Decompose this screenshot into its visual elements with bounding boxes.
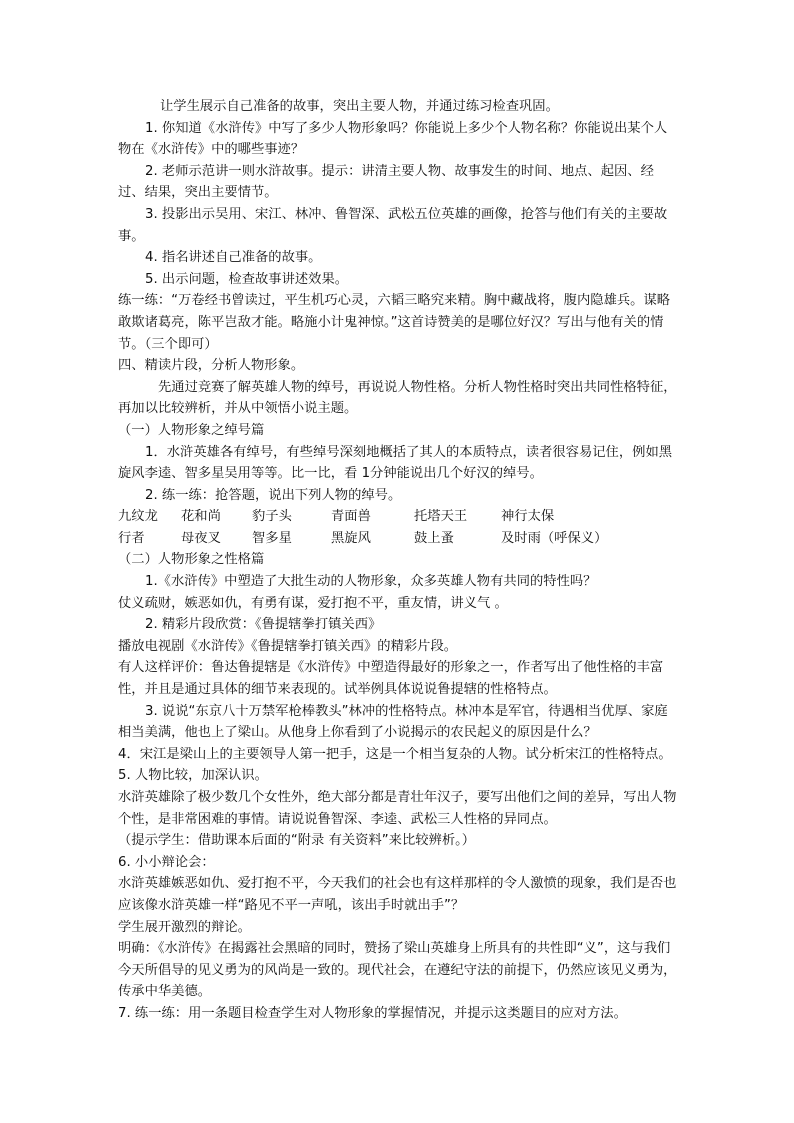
part-2-heading: （二）人物形象之性格篇 (118, 552, 265, 568)
step-2: 2. 老师示范讲一则水浒故事。提示：讲清主要人物、故事发生的时间、地点、起因、经过、结果，突出主要情节。 (118, 163, 654, 201)
nickname-item: 豹子头 (252, 509, 292, 525)
nickname-item: 花和尚 (181, 509, 221, 525)
nickname-item: 行者 (118, 530, 145, 546)
part-1-heading: （一）人物形象之绰号篇 (118, 422, 265, 438)
step-4: 4. 指名讲述自己准备的故事。 (145, 250, 322, 266)
character-question-1: 1.《水浒传》中塑造了大批生动的人物形象，众多英雄人物有共同的特性吗？ (145, 574, 597, 590)
debate-activity: 学生展开激烈的辩论。 (118, 919, 251, 935)
character-question-5: 5. 人物比较，加深认识。 (118, 768, 268, 784)
comparison-paragraph: 水浒英雄除了极少数几个女性外，绝大部分都是青壮年汉子，要写出他们之间的差异，写出人物个性，是非常困难的事情。请说说鲁智深、李逵、武松三人性格的异同点。 (118, 790, 677, 827)
document-page (118, 96, 680, 1025)
intro-paragraph: 让学生展示自己准备的故事，突出主要人物，并通过练习检查巩固。 (160, 99, 559, 114)
nickname-item: 托塔天王 (414, 509, 468, 525)
nickname-quiz-prompt: 2. 练一练：抢答题，说出下列人物的绰号。 (145, 487, 402, 503)
nickname-explanation: 1．水浒英雄各有绰号，有些绰号深刻地概括了其人的本质特点，读者很容易记住，例如黑旋风李逵、智多星吴用等等。比一比，看 1分钟能说出几个好汉的绰号。 (118, 444, 673, 482)
nickname-item: 黑旋风 (331, 530, 371, 546)
section-4-intro: 先通过竞赛了解英雄人物的绰号，再说说人物性格。分析人物性格时突出共同性格特征，再加以比较辨析，并从中领悟小说主题。 (118, 379, 677, 417)
nickname-item: 母夜叉 (181, 530, 221, 546)
nickname-item: 鼓上蚤 (414, 530, 454, 546)
nickname-item: 青面兽 (331, 509, 371, 525)
step-3: 3. 投影出示吴用、宋江、林冲、鲁智深、武松五位英雄的画像，抢答与他们有关的主要故事。 (118, 206, 668, 244)
comparison-hint: （提示学生：借助课本后面的“附录 有关资料”来比较辨析。） (118, 833, 476, 849)
character-question-3: 3. 说说“东京八十万禁军枪棒教头”林冲的性格特点。林冲本是军官，待遇相当优厚、家庭相当美满，他也上了梁山。从他身上你看到了小说揭示的农民起义的原因是什么？ (118, 703, 668, 741)
debate-conclusion: 明确：《水浒传》在揭露社会黑暗的同时，赞扬了梁山英雄身上所具有的共性即“义”，这与我们今天所倡导的见义勇为的风尚是一致的。现代社会，在遵纪守法的前提下，仍然应该见义勇为，传承中华美德。 (118, 941, 677, 1000)
character-question-4: 4．宋江是梁山上的主要领导人第一把手，这是一个相当复杂的人物。试分析宋江的性格特点。 (118, 746, 672, 762)
nickname-item: 及时雨（呼保义） (501, 530, 608, 546)
nickname-row-1 (118, 506, 680, 528)
nickname-row-2 (118, 528, 680, 550)
nickname-item: 智多星 (252, 530, 292, 546)
step-5: 5. 出示问题，检查故事讲述效果。 (145, 271, 349, 287)
question-1: 1. 你知道《水浒传》中写了多少人物形象吗？你能说上多少个人物名称？你能说出某个人物在《水浒传》中的哪些事迹？ (118, 120, 668, 158)
video-instruction: 播放电视剧《水浒传》《鲁提辖拳打镇关西》的精彩片段。 (118, 638, 458, 654)
final-exercise: 7. 练一练：用一条题目检查学生对人物形象的掌握情况，并提示这类题目的应对方法。 (118, 1005, 627, 1021)
lu-zhishen-comment: 有人这样评价：鲁达鲁提辖是《水浒传》中塑造得最好的形象之一，作者写出了他性格的丰富性，并且是通过具体的细节来表现的。试举例具体说说鲁提辖的性格特点。 (118, 660, 664, 698)
nickname-item: 神行太保 (501, 509, 555, 525)
exercise-poem: 练一练：“万卷经书曾读过，平生机巧心灵，六韬三略究来精。胸中藏战将，腹内隐雄兵。谋略敢欺诸葛亮，陈平岂敌才能。略施小计鬼神惊。”这首诗赞美的是哪位好汉？写出与他有关的情节。（三个即可） (118, 293, 671, 352)
debate-heading: 6. 小小辩论会： (118, 854, 215, 870)
debate-question: 水浒英雄嫉恶如仇、爱打抱不平，今天我们的社会也有这样那样的令人激愤的现象，我们是否也应该像水浒英雄一样“路见不平一声吼，该出手时就出手”？ (118, 876, 677, 913)
character-answer-1: 仗义疏财，嫉恶如仇，有勇有谋，爱打抱不平，重友情，讲义气 。 (118, 595, 508, 611)
character-question-2: 2. 精彩片段欣赏：《鲁提辖拳打镇关西》 (145, 617, 382, 633)
section-4-heading: 四、精读片段，分析人物形象。 (118, 358, 305, 374)
nickname-item: 九纹龙 (118, 509, 158, 525)
